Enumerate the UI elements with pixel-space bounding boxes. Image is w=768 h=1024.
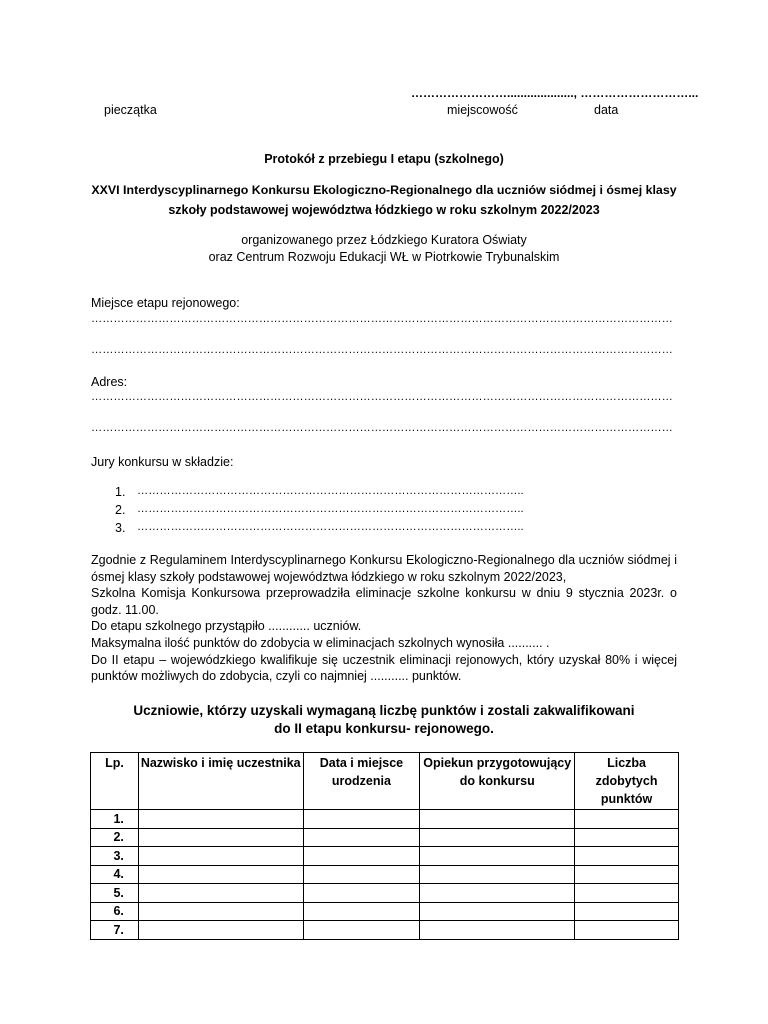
name-cell[interactable] xyxy=(138,865,303,884)
place-dots-line-2: ………………………………………………………………………………………………………………………………………… xyxy=(91,344,673,356)
points-cell[interactable] xyxy=(575,865,679,884)
row-number: 4. xyxy=(91,865,139,884)
table-row xyxy=(91,902,679,921)
max-points-paragraph: Maksymalna ilość punktów do zdobycia w eliminacjach szkolnych wynosiła .......... . xyxy=(91,635,550,650)
points-cell[interactable] xyxy=(575,884,679,903)
birth-cell[interactable] xyxy=(303,921,420,940)
commission-paragraph: Szkolna Komisja Konkursowa przeprowadziła eliminacje szkolne konkursu w dniu 9 stycznia 2023r. o godz. 11.00. xyxy=(91,586,677,617)
date-label: data xyxy=(594,103,619,117)
table-row xyxy=(91,865,679,884)
place-date-dots: ……………………...................., ………………………... xyxy=(411,86,699,100)
tutor-cell[interactable] xyxy=(420,828,575,847)
protocol-body xyxy=(91,552,677,685)
column-header-name: Nazwisko i imię uczestnika xyxy=(138,753,303,810)
birth-cell[interactable] xyxy=(303,810,420,829)
name-cell[interactable] xyxy=(138,847,303,866)
qualification-paragraph: Do II etapu – wojewódzkiego kwalifikuje się uczestnik eliminacji rejonowych, który uzyskał 80% i więcej punktów możliwych do zdobycia, czyli co najmniej ........... punktów. xyxy=(91,652,677,684)
birth-cell[interactable] xyxy=(303,884,420,903)
birth-cell[interactable] xyxy=(303,828,420,847)
jury-label: Jury konkursu w składzie: xyxy=(91,455,234,469)
column-header-lp: Lp. xyxy=(91,753,139,810)
table-row xyxy=(91,810,679,829)
organizer-line2: oraz Centrum Rozwoju Edukacji WŁ w Piotrkowie Trybunalskim xyxy=(208,250,560,264)
table-row xyxy=(91,884,679,903)
name-cell[interactable] xyxy=(138,884,303,903)
birth-cell[interactable] xyxy=(303,902,420,921)
table-row xyxy=(91,847,679,866)
jury-item-dots: ………………………………………………………………………………………….. xyxy=(137,503,524,515)
organizer-line1: organizowanego przez Łódzkiego Kuratora Oświaty xyxy=(241,233,527,247)
regional-place-label: Miejsce etapu rejonowego: xyxy=(91,296,240,310)
address-label: Adres: xyxy=(91,375,128,389)
table-header-row xyxy=(91,753,679,810)
points-cell[interactable] xyxy=(575,810,679,829)
table-row xyxy=(91,828,679,847)
results-heading-line2: do II etapu konkursu- rejonowego. xyxy=(274,721,494,736)
row-number: 3. xyxy=(91,847,139,866)
row-number: 2. xyxy=(91,828,139,847)
birth-cell[interactable] xyxy=(303,847,420,866)
participants-paragraph: Do etapu szkolnego przystąpiło ............ uczniów. xyxy=(91,619,362,634)
tutor-cell[interactable] xyxy=(420,902,575,921)
tutor-cell[interactable] xyxy=(420,810,575,829)
jury-item-dots: ………………………………………………………………………………………….. xyxy=(137,521,524,533)
name-cell[interactable] xyxy=(138,828,303,847)
points-cell[interactable] xyxy=(575,902,679,921)
place-label: miejscowość xyxy=(447,103,518,117)
regulation-paragraph: Zgodnie z Regulaminem Interdyscyplinarnego Konkursu Ekologiczno-Regionalnego dla uczniów siódmej i ósmej klasy szkoły podstawowej województwa łódzkiego w roku szkolnym 2022/2023, xyxy=(91,553,677,584)
tutor-cell[interactable] xyxy=(420,865,575,884)
contest-title-line1: XXVI Interdyscyplinarnego Konkursu Ekologiczno-Regionalnego dla uczniów siódmej i ósmej klasy xyxy=(91,183,677,197)
column-header-points: Liczba zdobytych punktów xyxy=(575,753,679,810)
row-number: 5. xyxy=(91,884,139,903)
place-dots-line-1: ………………………………………………………………………………………………………………………………………… xyxy=(91,313,673,325)
contest-title-line2: szkoły podstawowej województwa łódzkiego w roku szkolnym 2022/2023 xyxy=(168,203,600,217)
name-cell[interactable] xyxy=(138,810,303,829)
tutor-cell[interactable] xyxy=(420,847,575,866)
jury-item-number: 2. xyxy=(115,503,126,517)
results-table xyxy=(90,752,679,940)
row-number: 1. xyxy=(91,810,139,829)
row-number: 6. xyxy=(91,902,139,921)
jury-item-dots: ………………………………………………………………………………………….. xyxy=(137,485,524,497)
column-header-birth: Data i miejsce urodzenia xyxy=(303,753,420,810)
points-cell[interactable] xyxy=(575,828,679,847)
address-dots-line-1: ………………………………………………………………………………………………………………………………………… xyxy=(91,391,673,403)
jury-item-number: 3. xyxy=(115,521,126,535)
row-number: 7. xyxy=(91,921,139,940)
points-cell[interactable] xyxy=(575,921,679,940)
protocol-title: Protokół z przebiegu I etapu (szkolnego) xyxy=(264,152,504,166)
name-cell[interactable] xyxy=(138,921,303,940)
stamp-label: pieczątka xyxy=(104,103,157,117)
tutor-cell[interactable] xyxy=(420,884,575,903)
name-cell[interactable] xyxy=(138,902,303,921)
points-cell[interactable] xyxy=(575,847,679,866)
tutor-cell[interactable] xyxy=(420,921,575,940)
results-heading-line1: Uczniowie, którzy uzyskali wymaganą liczbę punktów i zostali zakwalifikowani xyxy=(133,703,635,718)
birth-cell[interactable] xyxy=(303,865,420,884)
jury-item-number: 1. xyxy=(115,485,126,499)
column-header-tutor: Opiekun przygotowujący do konkursu xyxy=(420,753,575,810)
table-row xyxy=(91,921,679,940)
address-dots-line-2: ………………………………………………………………………………………………………………………………………… xyxy=(91,422,673,434)
